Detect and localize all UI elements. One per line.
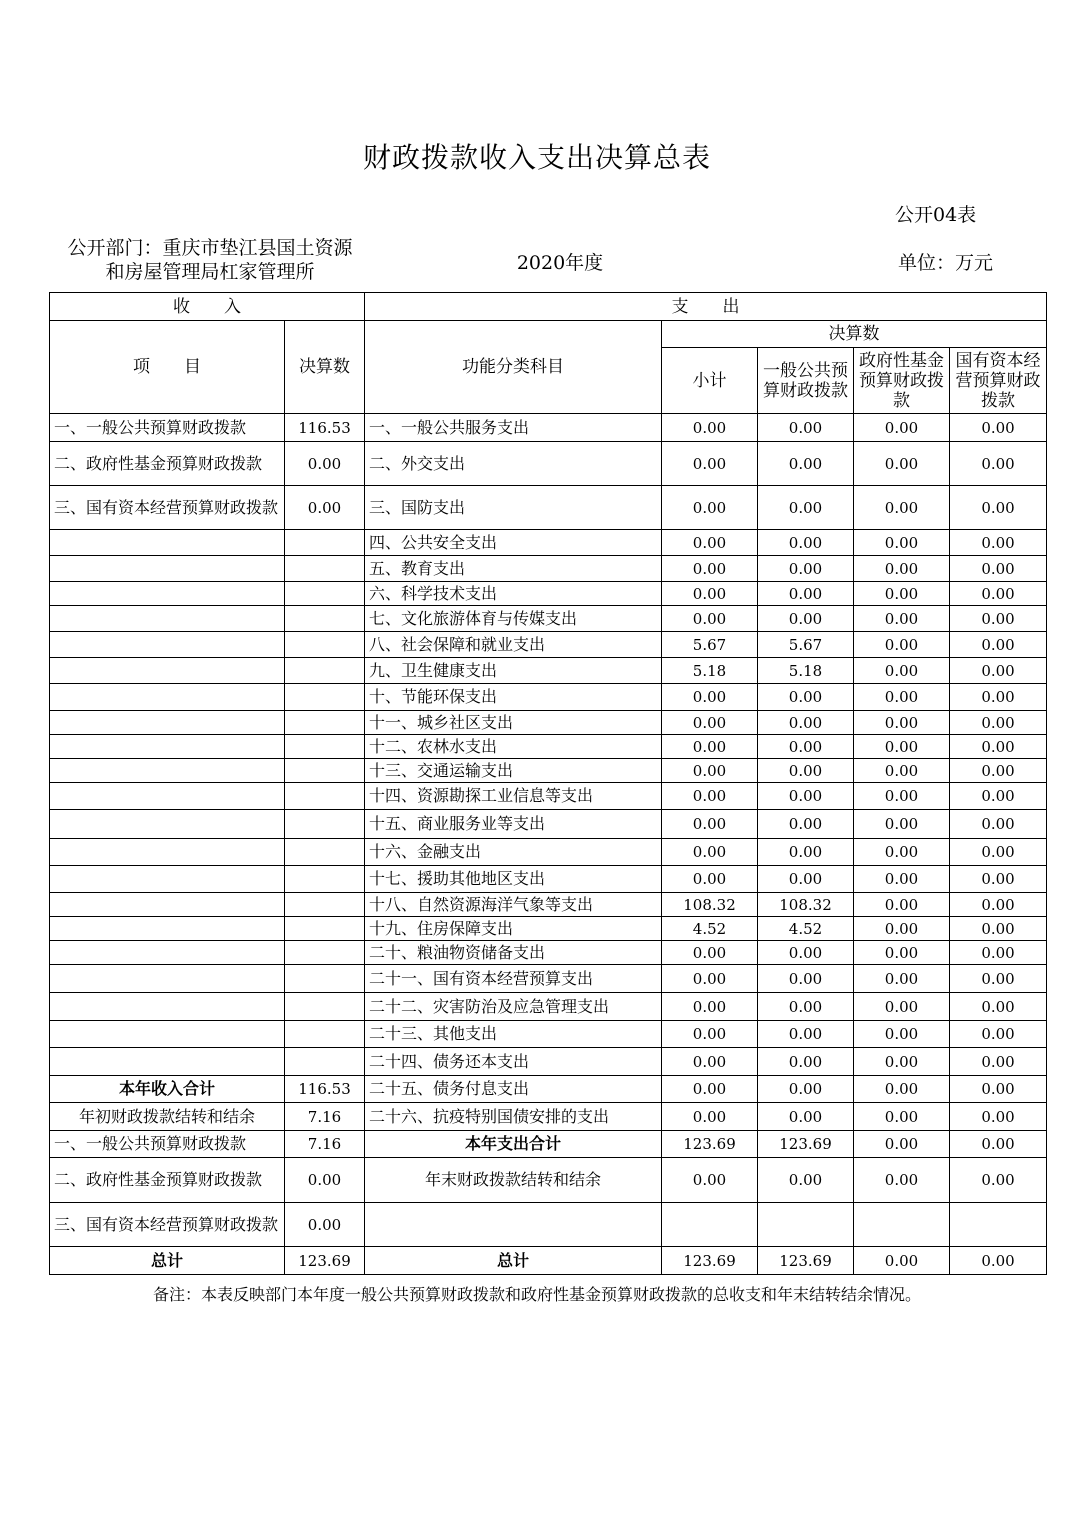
- income-item-cell: [50, 1048, 285, 1076]
- expense-item-cell: 十七、援助其他地区支出: [365, 866, 662, 893]
- table-row: [50, 893, 1047, 917]
- subtotal-cell: 0.00: [662, 1103, 758, 1131]
- income-item-cell: [50, 606, 285, 632]
- income-amount-cell: 0.00: [285, 442, 365, 486]
- income-amount-cell: [285, 556, 365, 582]
- gov-fund-cell: 0.00: [854, 839, 950, 866]
- general-budget-cell: 0.00: [758, 684, 854, 711]
- state-capital-cell: 0.00: [950, 684, 1047, 711]
- expense-item-cell: 一、一般公共服务支出: [365, 414, 662, 442]
- income-amount-cell: 123.69: [285, 1247, 365, 1275]
- expense-header: 支 出: [365, 293, 1047, 321]
- gov-fund-cell: 0.00: [854, 632, 950, 658]
- table-row: [50, 1021, 1047, 1048]
- table-row: [50, 1131, 1047, 1158]
- state-capital-cell: 0.00: [950, 1158, 1047, 1203]
- expense-item-cell: 二十二、灾害防治及应急管理支出: [365, 993, 662, 1021]
- subtotal-cell: 0.00: [662, 759, 758, 783]
- general-budget-cell: 0.00: [758, 414, 854, 442]
- expense-item-cell: 九、卫生健康支出: [365, 658, 662, 684]
- subtotal-cell: 0.00: [662, 735, 758, 759]
- state-capital-cell: 0.00: [950, 530, 1047, 556]
- table-row: [50, 1203, 1047, 1247]
- general-budget-cell: [758, 1203, 854, 1247]
- table-row: [50, 530, 1047, 556]
- table-row: [50, 684, 1047, 711]
- general-budget-cell: 0.00: [758, 1103, 854, 1131]
- income-amount-cell: [285, 658, 365, 684]
- table-row: [50, 839, 1047, 866]
- table-row: [50, 735, 1047, 759]
- table-row: [50, 556, 1047, 582]
- expense-item-cell: 十四、资源勘探工业信息等支出: [365, 783, 662, 810]
- gov-fund-cell: 0.00: [854, 486, 950, 530]
- income-item-cell: 一、一般公共预算财政拨款: [50, 1131, 285, 1158]
- general-budget-cell: 5.67: [758, 632, 854, 658]
- income-item-cell: [50, 810, 285, 839]
- general-budget-cell: 0.00: [758, 1158, 854, 1203]
- general-budget-cell: 0.00: [758, 839, 854, 866]
- gov-fund-cell: 0.00: [854, 1131, 950, 1158]
- expense-item-cell: 二十六、抗疫特别国债安排的支出: [365, 1103, 662, 1131]
- income-amount-cell: [285, 941, 365, 965]
- general-budget-cell: 0.00: [758, 530, 854, 556]
- expense-item-cell: 二、外交支出: [365, 442, 662, 486]
- income-amount-cell: [285, 783, 365, 810]
- subtotal-cell: 123.69: [662, 1247, 758, 1275]
- income-amount-cell: 0.00: [285, 1203, 365, 1247]
- gov-fund-cell: [854, 1203, 950, 1247]
- gov-fund-cell: 0.00: [854, 1021, 950, 1048]
- item-header: 项 目: [50, 321, 285, 414]
- gov-fund-cell: 0.00: [854, 658, 950, 684]
- state-capital-cell: 0.00: [950, 866, 1047, 893]
- income-item-cell: [50, 530, 285, 556]
- table-row: [50, 759, 1047, 783]
- expense-item-cell: 十八、自然资源海洋气象等支出: [365, 893, 662, 917]
- expense-item-cell: 十一、城乡社区支出: [365, 711, 662, 735]
- income-item-cell: [50, 735, 285, 759]
- gov-fund-cell: 0.00: [854, 941, 950, 965]
- income-amount-cell: [285, 759, 365, 783]
- subtotal-cell: 5.18: [662, 658, 758, 684]
- general-budget-cell: 0.00: [758, 941, 854, 965]
- gov-fund-cell: 0.00: [854, 582, 950, 606]
- table-row: [50, 810, 1047, 839]
- income-amount-cell: [285, 917, 365, 941]
- expense-item-cell: [365, 1203, 662, 1247]
- subtotal-cell: 5.67: [662, 632, 758, 658]
- expense-item-cell: 二十、粮油物资储备支出: [365, 941, 662, 965]
- fiscal-year: 2020年度: [516, 252, 604, 274]
- income-item-cell: [50, 632, 285, 658]
- income-item-cell: [50, 866, 285, 893]
- income-item-cell: [50, 917, 285, 941]
- subtotal-cell: 0.00: [662, 866, 758, 893]
- income-amount-cell: [285, 965, 365, 993]
- subtotal-cell: 0.00: [662, 783, 758, 810]
- general-budget-cell: 0.00: [758, 810, 854, 839]
- subtotal-cell: 0.00: [662, 530, 758, 556]
- expense-item-cell: 三、国防支出: [365, 486, 662, 530]
- income-item-cell: [50, 658, 285, 684]
- income-item-cell: [50, 993, 285, 1021]
- state-capital-cell: 0.00: [950, 632, 1047, 658]
- general-budget-cell: 123.69: [758, 1247, 854, 1275]
- section-header-row: [50, 293, 1047, 321]
- expense-item-cell: 十二、农林水支出: [365, 735, 662, 759]
- gov-fund-cell: 0.00: [854, 965, 950, 993]
- table-row: [50, 1076, 1047, 1103]
- income-item-cell: [50, 783, 285, 810]
- gov-fund-cell: 0.00: [854, 414, 950, 442]
- income-amount-cell: 116.53: [285, 414, 365, 442]
- gov-fund-cell: 0.00: [854, 711, 950, 735]
- expense-item-cell: 二十四、债务还本支出: [365, 1048, 662, 1076]
- state-capital-cell: 0.00: [950, 414, 1047, 442]
- expense-item-cell: 总计: [365, 1247, 662, 1275]
- expense-item-cell: 六、科学技术支出: [365, 582, 662, 606]
- state-capital-cell: 0.00: [950, 658, 1047, 684]
- gov-fund-cell: 0.00: [854, 993, 950, 1021]
- subtotal-cell: 0.00: [662, 1076, 758, 1103]
- state-capital-cell: 0.00: [950, 1076, 1047, 1103]
- table-row: [50, 486, 1047, 530]
- income-amount-cell: 7.16: [285, 1131, 365, 1158]
- gov-fund-cell: 0.00: [854, 783, 950, 810]
- income-amount-cell: [285, 893, 365, 917]
- subtotal-cell: 123.69: [662, 1131, 758, 1158]
- state-capital-cell: 0.00: [950, 1247, 1047, 1275]
- income-item-cell: 年初财政拨款结转和结余: [50, 1103, 285, 1131]
- general-budget-cell: 0.00: [758, 965, 854, 993]
- income-item-cell: [50, 684, 285, 711]
- income-item-cell: 三、国有资本经营预算财政拨款: [50, 1203, 285, 1247]
- expense-item-cell: 二十三、其他支出: [365, 1021, 662, 1048]
- subtotal-cell: 0.00: [662, 941, 758, 965]
- table-row: [50, 866, 1047, 893]
- table-row: [50, 917, 1047, 941]
- gov-fund-cell: 0.00: [854, 759, 950, 783]
- income-item-cell: 一、一般公共预算财政拨款: [50, 414, 285, 442]
- income-amount-cell: [285, 866, 365, 893]
- table-row: [50, 442, 1047, 486]
- table-row: [50, 606, 1047, 632]
- form-number: 公开04表: [895, 204, 977, 226]
- income-amount-cell: [285, 606, 365, 632]
- income-item-cell: 二、政府性基金预算财政拨款: [50, 1158, 285, 1203]
- income-item-cell: [50, 839, 285, 866]
- table-row: [50, 993, 1047, 1021]
- state-capital-cell: 0.00: [950, 556, 1047, 582]
- subtotal-header: 小计: [662, 348, 758, 414]
- state-capital-cell: 0.00: [950, 810, 1047, 839]
- general-budget-cell: 0.00: [758, 442, 854, 486]
- state-capital-cell: 0.00: [950, 1103, 1047, 1131]
- subtotal-cell: 4.52: [662, 917, 758, 941]
- page-title: 财政拨款收入支出决算总表: [362, 141, 711, 174]
- state-capital-cell: 0.00: [950, 917, 1047, 941]
- income-amount-cell: 0.00: [285, 1158, 365, 1203]
- income-amount-cell: [285, 711, 365, 735]
- general-budget-cell: 0.00: [758, 556, 854, 582]
- expense-item-cell: 四、公共安全支出: [365, 530, 662, 556]
- general-budget-cell: 0.00: [758, 866, 854, 893]
- gov-fund-cell: 0.00: [854, 1076, 950, 1103]
- expense-item-cell: 十五、商业服务业等支出: [365, 810, 662, 839]
- gov-fund-cell: 0.00: [854, 1247, 950, 1275]
- subtotal-cell: [662, 1203, 758, 1247]
- income-item-cell: 二、政府性基金预算财政拨款: [50, 442, 285, 486]
- expense-item-cell: 本年支出合计: [365, 1131, 662, 1158]
- income-item-cell: 本年收入合计: [50, 1076, 285, 1103]
- subtotal-cell: 0.00: [662, 711, 758, 735]
- income-item-cell: [50, 556, 285, 582]
- income-amount-cell: [285, 684, 365, 711]
- table-row: [50, 783, 1047, 810]
- state-capital-cell: 0.00: [950, 606, 1047, 632]
- income-amount-cell: 0.00: [285, 486, 365, 530]
- income-item-cell: [50, 582, 285, 606]
- state-capital-cell: 0.00: [950, 759, 1047, 783]
- income-amount-cell: [285, 1048, 365, 1076]
- general-budget-cell: 0.00: [758, 783, 854, 810]
- income-item-cell: 总计: [50, 1247, 285, 1275]
- table-row: [50, 711, 1047, 735]
- income-item-cell: [50, 711, 285, 735]
- gov-fund-cell: 0.00: [854, 556, 950, 582]
- department-label: 公开部门：重庆市垫江县国土资源和房屋管理局杠家管理所: [67, 237, 353, 283]
- income-amount-cell: [285, 839, 365, 866]
- general-budget-cell: 108.32: [758, 893, 854, 917]
- state-capital-cell: 0.00: [950, 1021, 1047, 1048]
- general-budget-cell: 0.00: [758, 993, 854, 1021]
- subtotal-cell: 0.00: [662, 965, 758, 993]
- subtotal-cell: 0.00: [662, 1048, 758, 1076]
- state-capital-cell: 0.00: [950, 1131, 1047, 1158]
- subtotal-cell: 0.00: [662, 414, 758, 442]
- table-row: [50, 632, 1047, 658]
- income-amount-cell: [285, 632, 365, 658]
- table-row: [50, 1247, 1047, 1275]
- gov-fund-cell: 0.00: [854, 866, 950, 893]
- gov-fund-cell: 0.00: [854, 606, 950, 632]
- gov-fund-cell: 0.00: [854, 917, 950, 941]
- table-row: [50, 1158, 1047, 1203]
- subtotal-cell: 0.00: [662, 556, 758, 582]
- subtotal-cell: 0.00: [662, 1158, 758, 1203]
- expense-item-cell: 十三、交通运输支出: [365, 759, 662, 783]
- expense-item-cell: 十九、住房保障支出: [365, 917, 662, 941]
- state-capital-cell: 0.00: [950, 442, 1047, 486]
- footnote: 备注：本表反映部门本年度一般公共预算财政拨款和政府性基金预算财政拨款的总收支和年末结转结余情况。: [152, 1285, 921, 1304]
- state-capital-cell: 0.00: [950, 735, 1047, 759]
- expense-item-cell: 年末财政拨款结转和结余: [365, 1158, 662, 1203]
- expense-item-cell: 十、节能环保支出: [365, 684, 662, 711]
- state-capital-cell: 0.00: [950, 941, 1047, 965]
- general-budget-cell: 0.00: [758, 735, 854, 759]
- table-row: [50, 1103, 1047, 1131]
- gov-fund-cell: 0.00: [854, 1048, 950, 1076]
- income-header: 收 入: [50, 293, 365, 321]
- expense-item-cell: 八、社会保障和就业支出: [365, 632, 662, 658]
- gov-fund-cell: 0.00: [854, 684, 950, 711]
- gov-fund-header: 政府性基金预算财政拨款: [854, 348, 950, 414]
- general-budget-cell: 0.00: [758, 582, 854, 606]
- income-item-cell: [50, 759, 285, 783]
- general-budget-cell: 0.00: [758, 606, 854, 632]
- subtotal-cell: 0.00: [662, 810, 758, 839]
- gov-fund-cell: 0.00: [854, 893, 950, 917]
- income-amount-cell: [285, 530, 365, 556]
- state-capital-cell: 0.00: [950, 965, 1047, 993]
- general-budget-cell: 0.00: [758, 759, 854, 783]
- general-budget-cell: 0.00: [758, 1076, 854, 1103]
- gov-fund-cell: 0.00: [854, 1158, 950, 1203]
- amount-header: 决算数: [285, 321, 365, 414]
- subtotal-cell: 108.32: [662, 893, 758, 917]
- state-capital-cell: 0.00: [950, 711, 1047, 735]
- table-row: [50, 1048, 1047, 1076]
- column-header-row: [50, 321, 1047, 348]
- state-capital-cell: 0.00: [950, 486, 1047, 530]
- table-row: [50, 414, 1047, 442]
- subtotal-cell: 0.00: [662, 486, 758, 530]
- income-item-cell: [50, 965, 285, 993]
- state-capital-cell: 0.00: [950, 1048, 1047, 1076]
- state-capital-cell: 0.00: [950, 839, 1047, 866]
- income-amount-cell: [285, 1021, 365, 1048]
- subtotal-cell: 0.00: [662, 839, 758, 866]
- income-item-cell: [50, 1021, 285, 1048]
- income-item-cell: [50, 893, 285, 917]
- state-capital-cell: [950, 1203, 1047, 1247]
- general-budget-header: 一般公共预算财政拨款: [758, 348, 854, 414]
- gov-fund-cell: 0.00: [854, 810, 950, 839]
- income-item-cell: 三、国有资本经营预算财政拨款: [50, 486, 285, 530]
- subtotal-cell: 0.00: [662, 442, 758, 486]
- table-row: [50, 965, 1047, 993]
- income-amount-cell: 116.53: [285, 1076, 365, 1103]
- gov-fund-cell: 0.00: [854, 442, 950, 486]
- state-capital-cell: 0.00: [950, 893, 1047, 917]
- subtotal-cell: 0.00: [662, 606, 758, 632]
- income-amount-cell: [285, 582, 365, 606]
- subtotal-cell: 0.00: [662, 993, 758, 1021]
- general-budget-cell: 5.18: [758, 658, 854, 684]
- state-capital-header: 国有资本经营预算财政拨款: [950, 348, 1047, 414]
- general-budget-cell: 0.00: [758, 1021, 854, 1048]
- general-budget-cell: 4.52: [758, 917, 854, 941]
- state-capital-cell: 0.00: [950, 783, 1047, 810]
- table-row: [50, 658, 1047, 684]
- budget-table: [49, 292, 1047, 1275]
- gov-fund-cell: 0.00: [854, 735, 950, 759]
- expense-item-cell: 十六、金融支出: [365, 839, 662, 866]
- expense-item-cell: 二十五、债务付息支出: [365, 1076, 662, 1103]
- general-budget-cell: 123.69: [758, 1131, 854, 1158]
- state-capital-cell: 0.00: [950, 582, 1047, 606]
- expense-item-cell: 七、文化旅游体育与传媒支出: [365, 606, 662, 632]
- income-amount-cell: [285, 735, 365, 759]
- expense-item-cell: 五、教育支出: [365, 556, 662, 582]
- general-budget-cell: 0.00: [758, 1048, 854, 1076]
- income-amount-cell: 7.16: [285, 1103, 365, 1131]
- subtotal-cell: 0.00: [662, 582, 758, 606]
- gov-fund-cell: 0.00: [854, 1103, 950, 1131]
- unit-label: 单位：万元: [898, 252, 994, 274]
- table-row: [50, 941, 1047, 965]
- state-capital-cell: 0.00: [950, 993, 1047, 1021]
- gov-fund-cell: 0.00: [854, 530, 950, 556]
- settlement-header: 决算数: [662, 321, 1047, 348]
- income-amount-cell: [285, 993, 365, 1021]
- table-row: [50, 582, 1047, 606]
- general-budget-cell: 0.00: [758, 711, 854, 735]
- subtotal-cell: 0.00: [662, 684, 758, 711]
- function-category-header: 功能分类科目: [365, 321, 662, 414]
- income-item-cell: [50, 941, 285, 965]
- expense-item-cell: 二十一、国有资本经营预算支出: [365, 965, 662, 993]
- income-amount-cell: [285, 810, 365, 839]
- subtotal-cell: 0.00: [662, 1021, 758, 1048]
- general-budget-cell: 0.00: [758, 486, 854, 530]
